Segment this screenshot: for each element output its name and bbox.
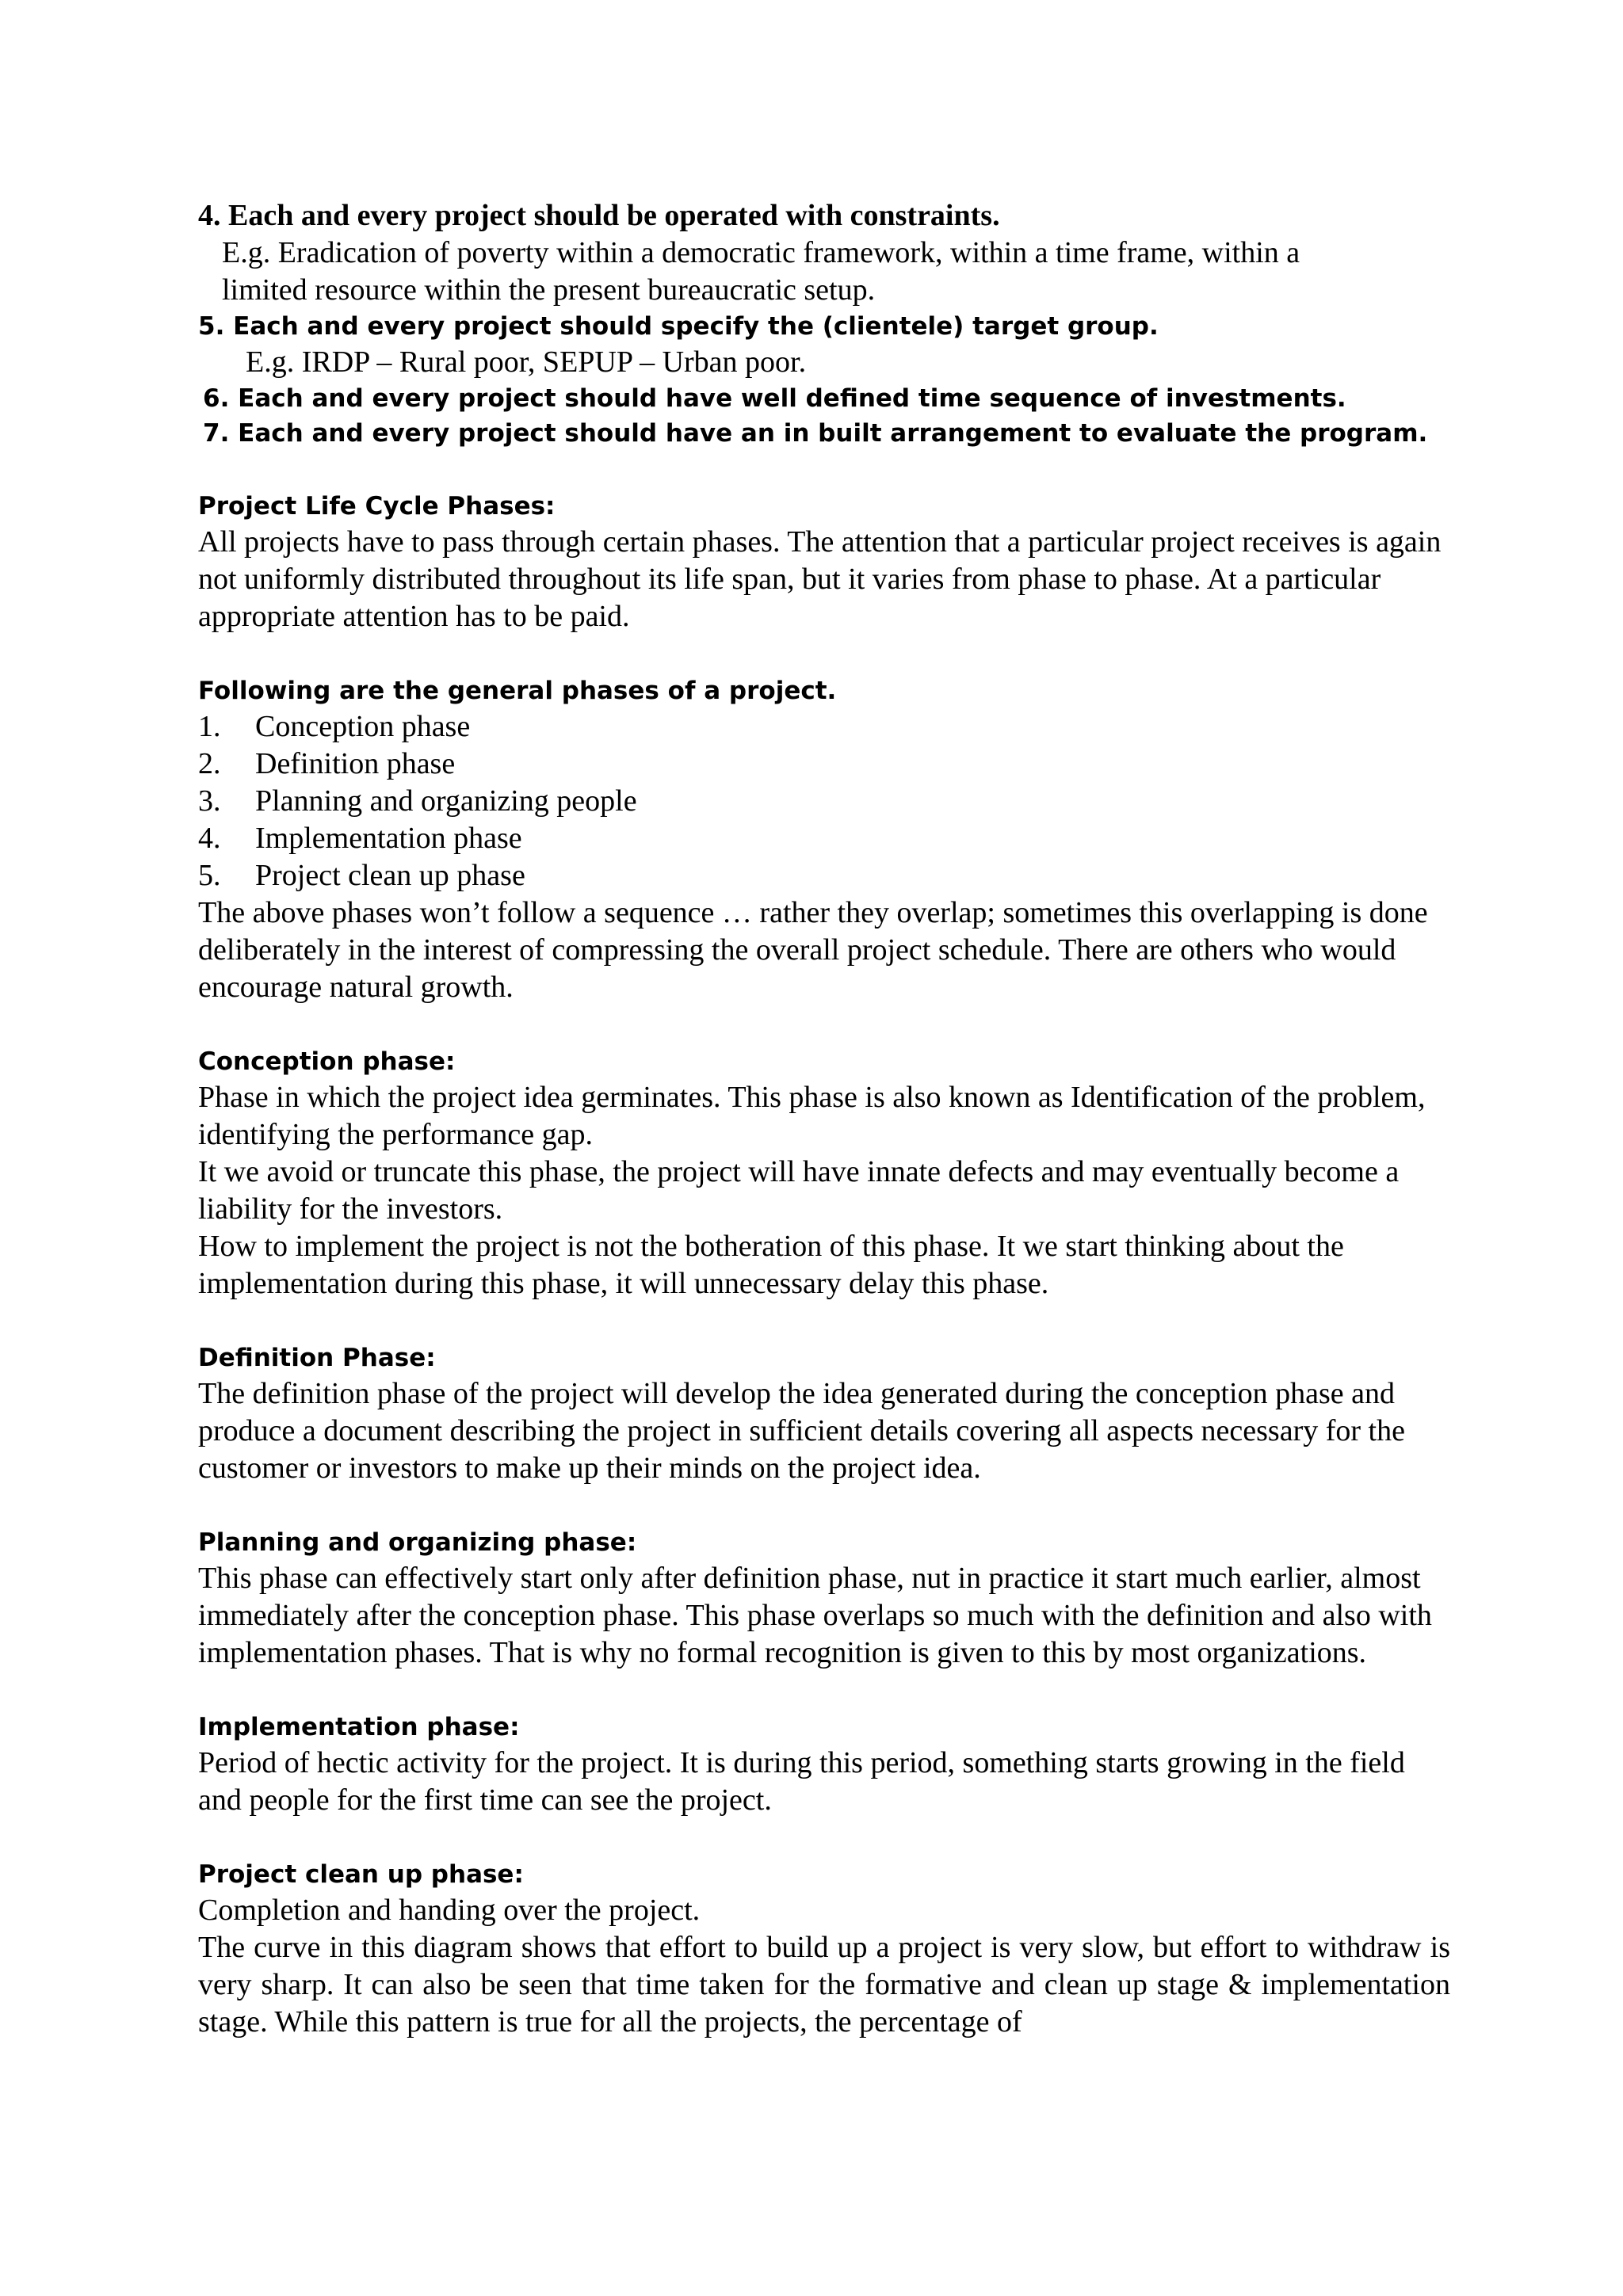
conception-paragraph-1: Phase in which the project idea germinates. This phase is also known as Identification of the problem, identifying the performance gap.	[198, 1081, 1426, 1151]
list-item-number: 1.	[198, 710, 221, 743]
conception-paragraph-3: How to implement the project is not the botheration of this phase. It we start thinking about the implementation during this phase, it will unnecessary delay this phase.	[198, 1230, 1344, 1300]
cleanup-paragraph-2: The curve in this diagram shows that effort to build up a project is very slow, but effort to withdraw is very sharp. It can also be seen that time taken for the formative and clean up stage & implementation stage. While this pattern is true for all the projects, the percentage of	[198, 1931, 1450, 2039]
implementation-heading: Implementation phase:	[198, 1713, 520, 1741]
constraints-heading: 4. Each and every project should be operated with constraints.	[198, 199, 1000, 232]
life-cycle-paragraph: All projects have to pass through certain phases. The attention that a particular project receives is again not uniformly distributed throughout its life span, but it varies from phase to phase. At a particular appropriate attention has to be paid.	[198, 525, 1442, 633]
list-item-label: Project clean up phase	[255, 859, 525, 892]
cleanup-heading: Project clean up phase:	[198, 1860, 524, 1889]
conception-paragraph-2: It we avoid or truncate this phase, the project will have innate defects and may eventually become a liability for the investors.	[198, 1155, 1400, 1226]
general-phases-heading: Following are the general phases of a project.	[198, 677, 837, 705]
time-sequence-heading: 6. Each and every project should have well defined time sequence of investments.	[203, 384, 1346, 413]
definition-heading: Definition Phase:	[198, 1344, 436, 1372]
list-item	[198, 820, 1450, 857]
phases-list	[198, 708, 1450, 894]
phases-overlap-note: The above phases won’t follow a sequence … rather they overlap; sometimes this overlapping is done deliberately in the interest of compressing the overall project schedule. There are others who would encourage natural growth.	[198, 896, 1428, 1004]
conception-heading: Conception phase:	[198, 1047, 456, 1076]
implementation-paragraph: Period of hectic activity for the project. It is during this period, something starts growing in the field and people for the first time can see the project.	[198, 1746, 1405, 1817]
list-item	[198, 708, 1450, 746]
list-item-label: Conception phase	[255, 710, 471, 743]
definition-paragraph: The definition phase of the project will develop the idea generated during the conception phase and produce a document describing the project in sufficient details covering all aspects necessary for the customer or investors to make up their minds on the project idea.	[198, 1377, 1405, 1485]
planning-paragraph: This phase can effectively start only after definition phase, nut in practice it start much earlier, almost immediately after the conception phase. This phase overlaps so much with the definition and also with implementation phases. That is why no formal recognition is given to this by most organizations.	[198, 1562, 1432, 1669]
constraints-example-line2: limited resource within the present bureaucratic setup.	[222, 273, 876, 307]
list-item-number: 2.	[198, 747, 221, 780]
planning-heading: Planning and organizing phase:	[198, 1528, 637, 1557]
target-group-heading: 5. Each and every project should specify the (clientele) target group.	[198, 312, 1159, 341]
target-group-example: E.g. IRDP – Rural poor, SEPUP – Urban poor.	[246, 345, 807, 379]
list-item-label: Planning and organizing people	[255, 784, 637, 818]
cleanup-paragraph-1: Completion and handing over the project.	[198, 1894, 701, 1927]
list-item-number: 5.	[198, 859, 221, 892]
constraints-example-line1: E.g. Eradication of poverty within a democratic framework, within a time frame, within a	[222, 236, 1300, 269]
list-item-label: Definition phase	[255, 747, 456, 780]
list-item	[198, 783, 1450, 820]
evaluation-heading: 7. Each and every project should have an in built arrangement to evaluate the program.	[203, 419, 1428, 448]
list-item	[198, 857, 1450, 894]
life-cycle-heading: Project Life Cycle Phases:	[198, 492, 556, 521]
document-content	[198, 196, 1450, 2041]
list-item-number: 3.	[198, 784, 221, 818]
list-item-number: 4.	[198, 822, 221, 855]
list-item	[198, 746, 1450, 783]
list-item-label: Implementation phase	[255, 822, 522, 855]
